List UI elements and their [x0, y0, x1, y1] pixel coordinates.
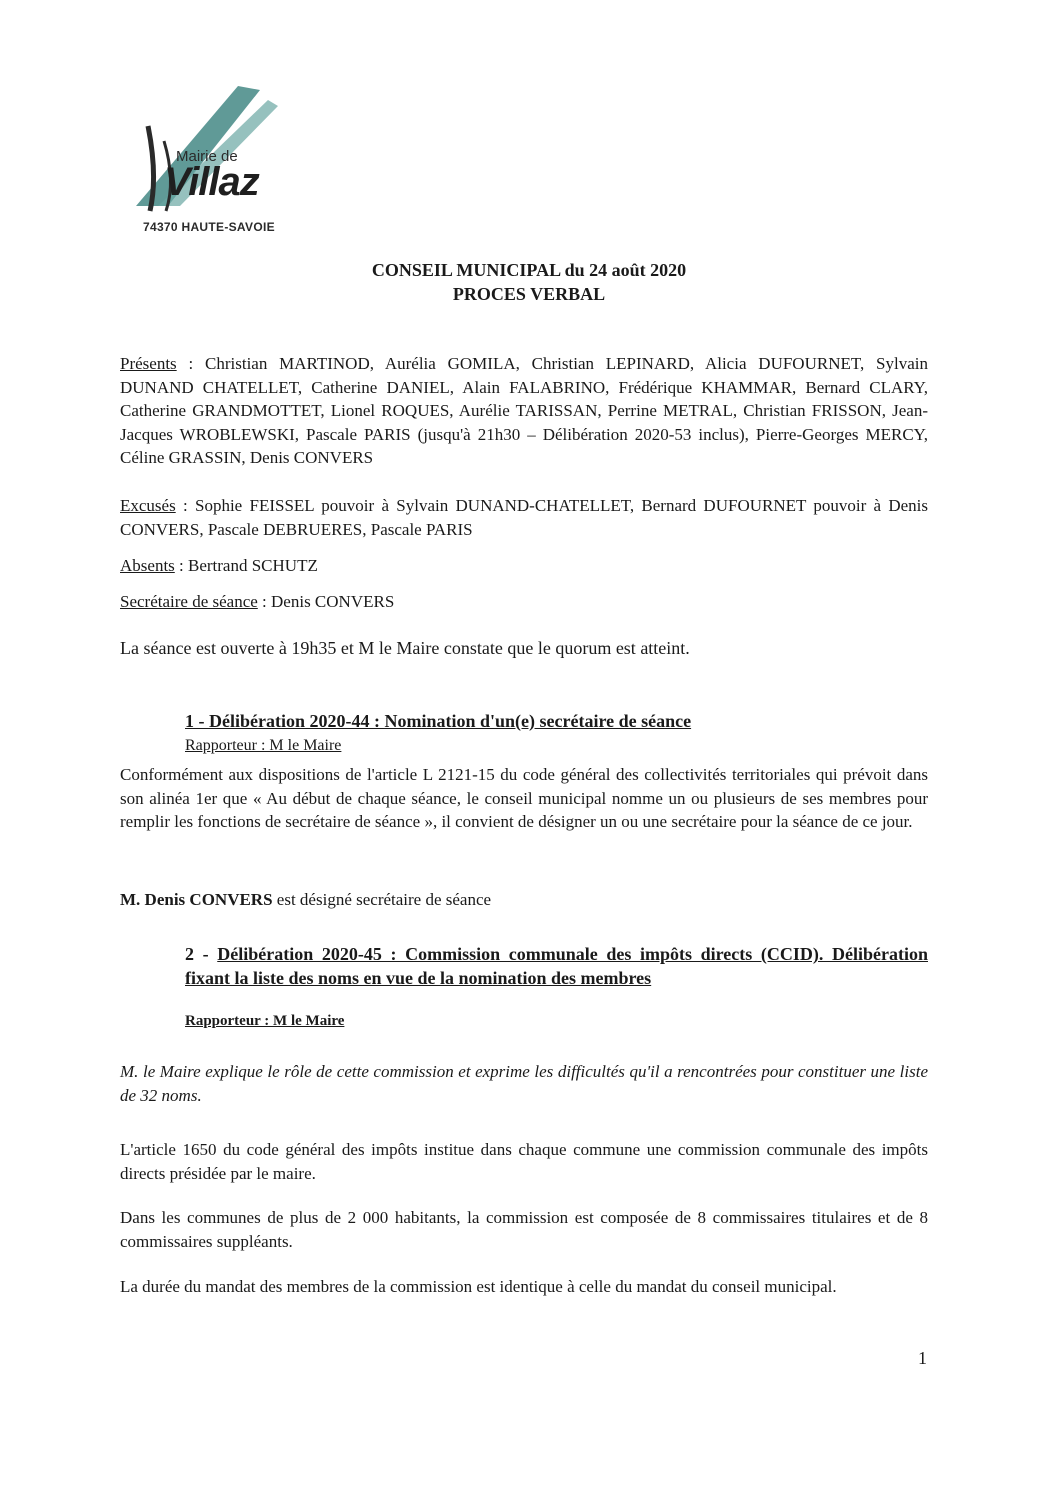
section1-result [120, 888, 928, 912]
section1-rapporteur: Rapporteur : M le Maire [185, 737, 342, 754]
presents-text: : Christian MARTINOD, Aurélia GOMILA, Christian LEPINARD, Alicia DUFOURNET, Sylvain DUNAND CHATELLET, Catherine DANIEL, Alain FALABRINO, Frédérique KHAMMAR, Bernard CLARY, Catherine GRANDMOTTET, Lionel ROQUES, Aurélie TARISSAN, Perrine METRAL, Christian FRISSON, Jean-Jacques WROBLEWSKI, Pascale PARIS (jusqu'à 21h30 – Délibération 2020-53 inclus), Pierre-Georges MERCY, Céline GRASSIN, Denis CONVERS [120, 354, 928, 467]
logo-region-text: 74370 HAUTE-SAVOIE [143, 220, 275, 234]
section2-paragraph-1: L'article 1650 du code général des impôts institue dans chaque commune une commission communale des impôts directs présidée par le maire. [120, 1140, 928, 1183]
section2-intro: M. le Maire explique le rôle de cette commission et exprime les difficultés qu'il a rencontrées pour constituer une liste de 32 noms. [120, 1062, 928, 1105]
section1-heading: 1 - Délibération 2020-44 : Nomination d'un(e) secrétaire de séance [185, 711, 692, 731]
section2-heading [185, 942, 928, 990]
logo-mairie-text: Mairie de [176, 148, 238, 165]
section2-paragraph-2: Dans les communes de plus de 2 000 habitants, la commission est composée de 8 commissaires titulaires et de 8 commissaires suppléants. [120, 1208, 928, 1251]
section2-rapporteur: Rapporteur : M le Maire [185, 1013, 345, 1029]
page-number: 1 [918, 1348, 927, 1368]
secretaire-paragraph [120, 590, 928, 614]
absents-label: Absents [120, 556, 175, 575]
absents-text: : Bertrand SCHUTZ [174, 556, 318, 575]
section2-number: 2 - [185, 944, 218, 964]
excuses-text: : Sophie FEISSEL pouvoir à Sylvain DUNAND-CHATELLET, Bernard DUFOURNET pouvoir à Denis CONVERS, Pascale DEBRUERES, Pascale PARIS [120, 496, 928, 539]
section2-heading-text: Délibération 2020-45 : Commission communale des impôts directs (CCID). Délibération fixant la liste des noms en vue de la nomination des membres [185, 944, 928, 988]
opening-statement: La séance est ouverte à 19h35 et M le Maire constate que le quorum est atteint. [120, 638, 690, 658]
document-title: CONSEIL MUNICIPAL du 24 août 2020 [371, 260, 687, 280]
excuses-paragraph [120, 494, 928, 541]
section2-paragraph-3: La durée du mandat des membres de la commission est identique à celle du mandat du conseil municipal. [120, 1277, 837, 1296]
section1-result-name: M. Denis CONVERS [120, 890, 273, 909]
document-subtitle: PROCES VERBAL [452, 284, 606, 304]
presents-paragraph [120, 352, 928, 470]
secretaire-text: : Denis CONVERS [257, 592, 395, 611]
excuses-label: Excusés [120, 496, 176, 515]
logo-villaz-text: Villaz [164, 160, 259, 204]
absents-paragraph [120, 554, 928, 578]
section1-result-text: est désigné secrétaire de séance [272, 890, 492, 909]
section1-body: Conformément aux dispositions de l'article L 2121-15 du code général des collectivités territoriales qui prévoit dans son alinéa 1er que « Au début de chaque séance, le conseil municipal nomme un ou plusieurs de ses membres pour remplir les fonctions de secrétaire de séance », il convient de désigner un ou une secrétaire pour la séance de ce jour. [120, 765, 928, 831]
presents-label: Présents [120, 354, 177, 373]
secretaire-label: Secrétaire de séance [120, 592, 258, 611]
